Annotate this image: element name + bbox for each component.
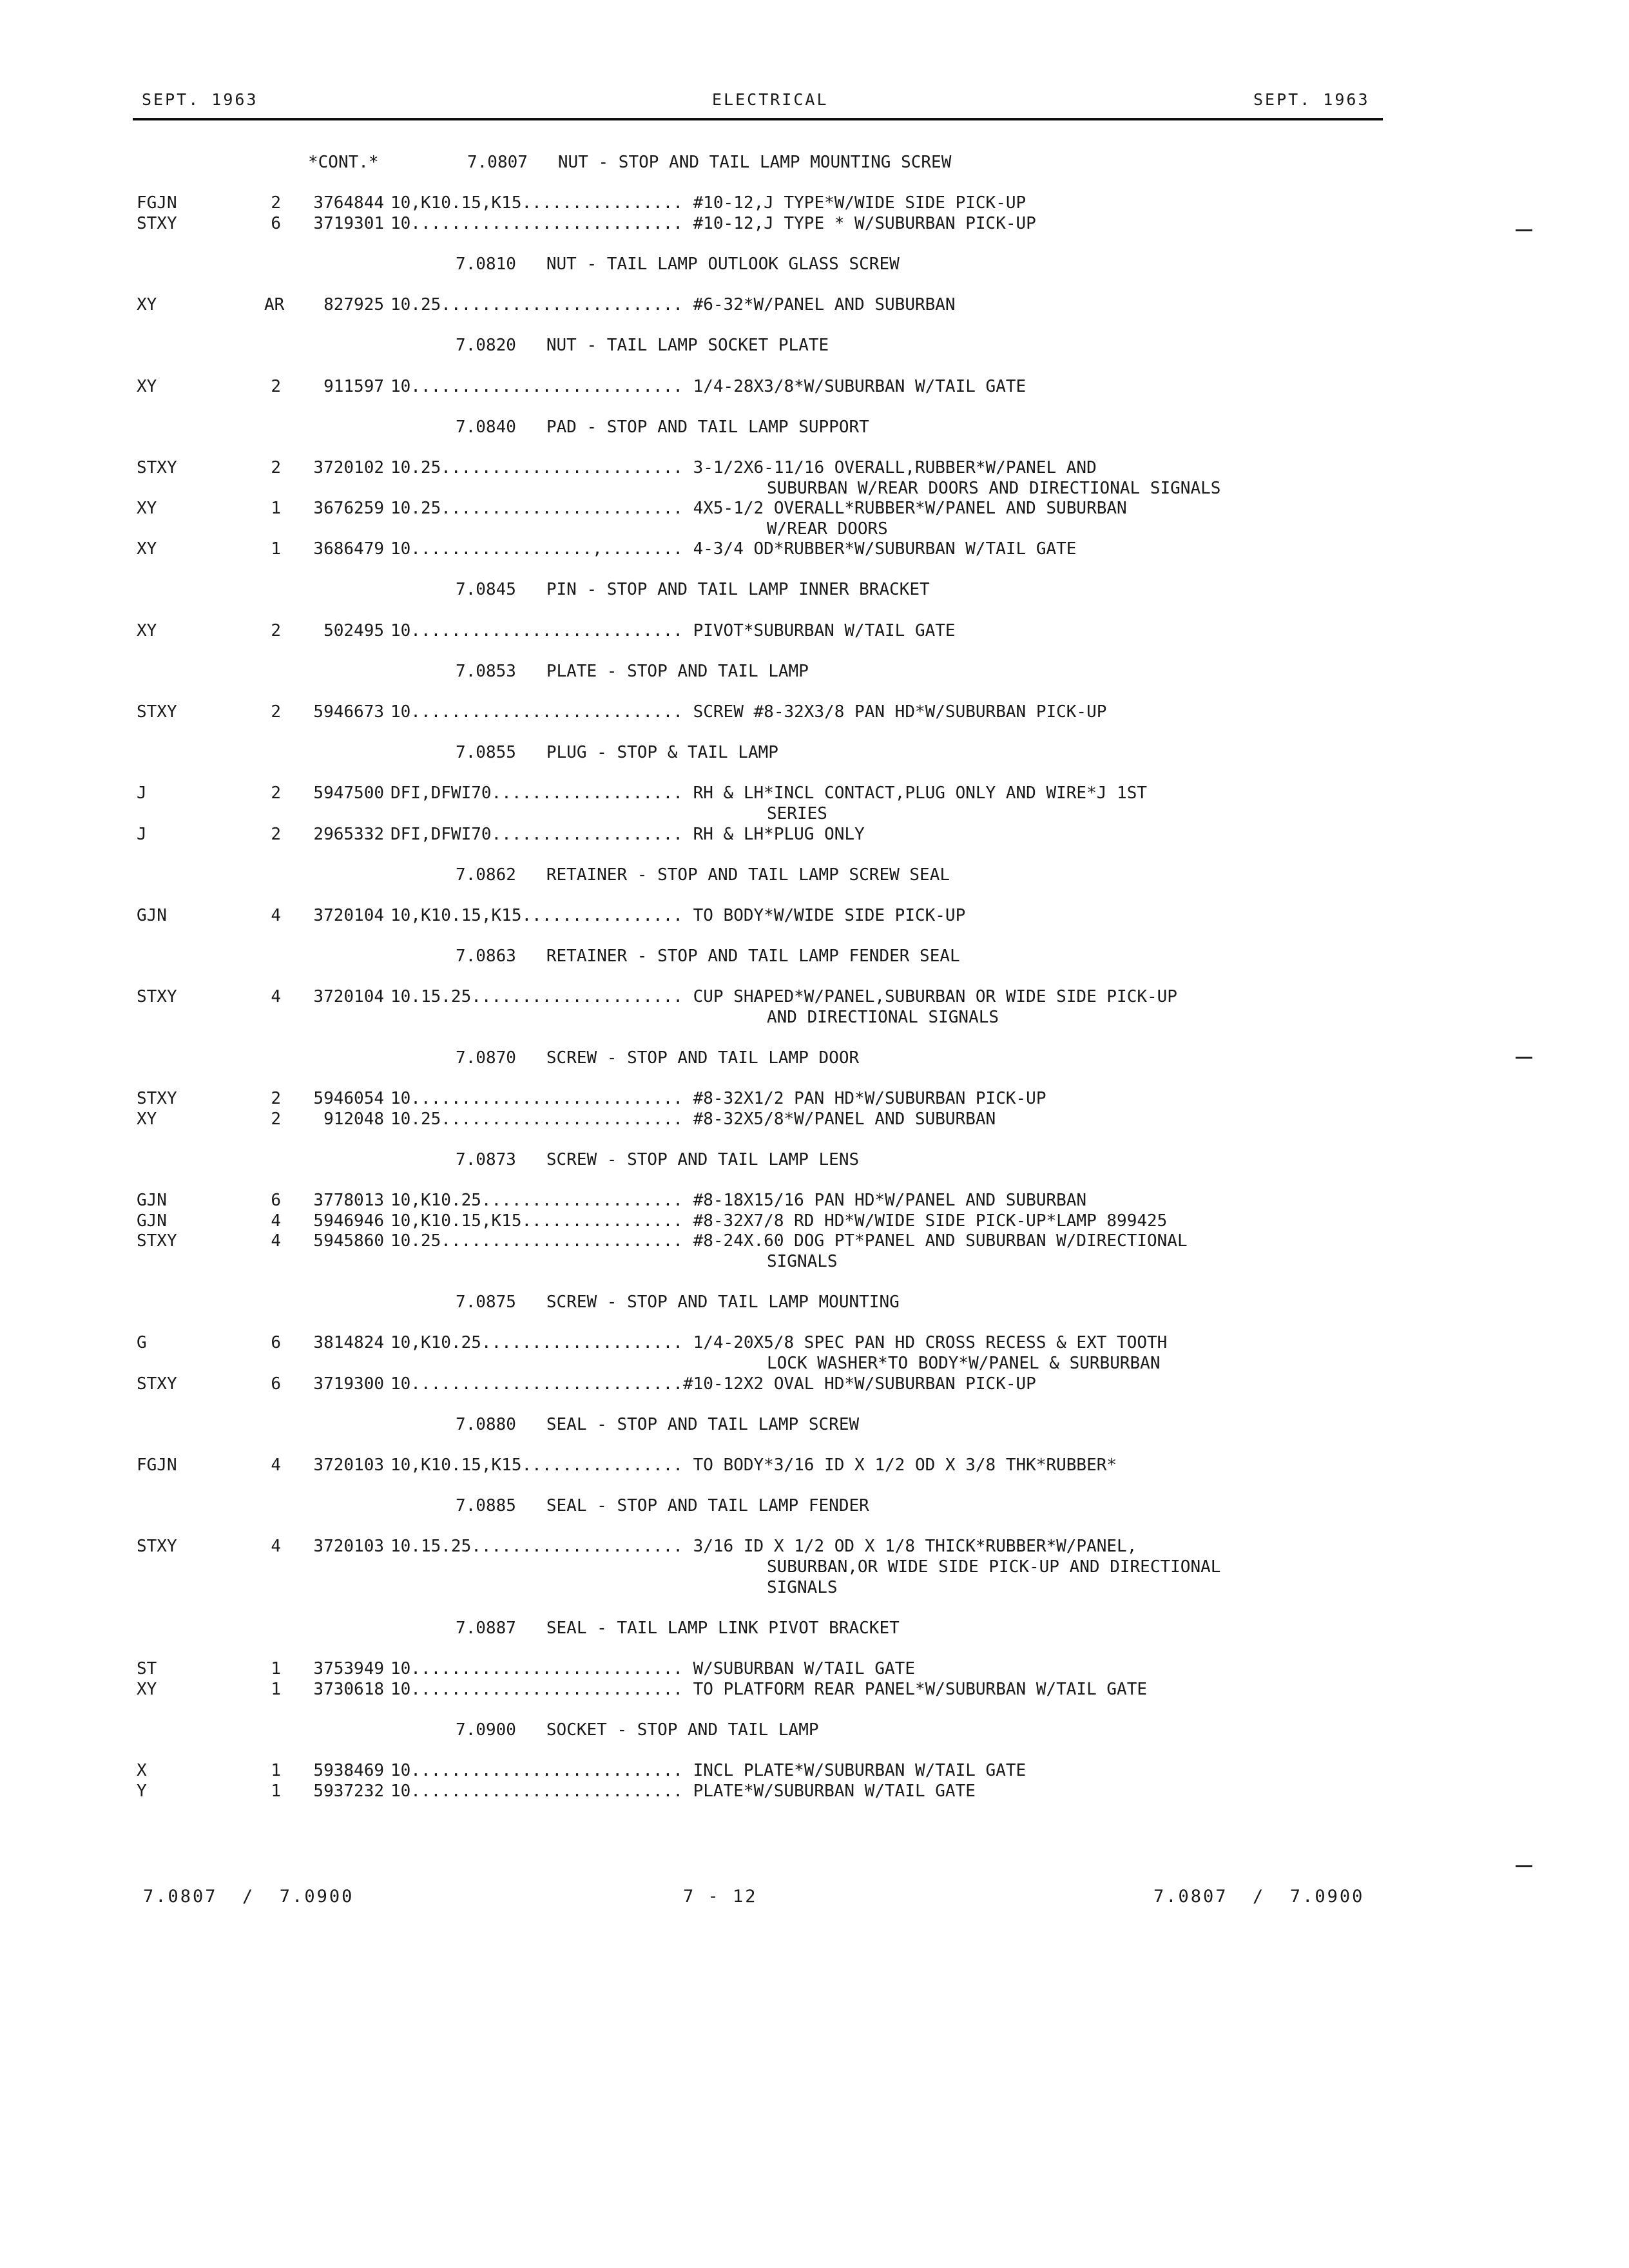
part-description: 10........................... INCL PLATE*W/SUBURBAN W/TAIL GATE	[390, 1760, 1027, 1780]
section-title: 7.0810 NUT - TAIL LAMP OUTLOOK GLASS SCREW	[456, 254, 900, 274]
description-continuation	[0, 1557, 1629, 1578]
description-continuation-text: SUBURBAN,OR WIDE SIDE PICK-UP AND DIRECTIONAL	[767, 1557, 1221, 1577]
description-continuation-text: SIGNALS	[767, 1577, 838, 1597]
quantity: 2	[271, 824, 281, 844]
description-continuation-text: AND DIRECTIONAL SIGNALS	[767, 1007, 999, 1027]
part-row	[0, 1110, 1629, 1130]
part-number: 827925	[323, 295, 384, 315]
part-description: 10,K10.15,K15................ #10-12,J TYPE*W/WIDE SIDE PICK-UP	[390, 193, 1027, 213]
part-row	[0, 1680, 1629, 1700]
section-heading	[0, 255, 1629, 275]
part-description: 10........................... TO PLATFORM REAR PANEL*W/SUBURBAN W/TAIL GATE	[390, 1679, 1147, 1699]
part-number: 3719300	[313, 1374, 384, 1394]
part-row	[0, 1374, 1629, 1395]
quantity: 1	[271, 1679, 281, 1699]
part-description: 10...........................#10-12X2 OVAL HD*W/SUBURBAN PICK-UP	[390, 1374, 1036, 1394]
part-description: 10.25........................ 3-1/2X6-11/16 OVERALL,RUBBER*W/PANEL AND	[390, 457, 1097, 477]
quantity: 2	[271, 457, 281, 477]
model-code: STXY	[137, 213, 177, 233]
header-section-title: ELECTRICAL	[712, 90, 829, 109]
part-row	[0, 377, 1629, 398]
section-heading	[0, 1619, 1629, 1639]
part-row	[0, 702, 1629, 723]
part-description: 10.25........................ #6-32*W/PANEL AND SUBURBAN	[390, 295, 956, 315]
part-row	[0, 1333, 1629, 1354]
part-description: 10,K10.25.................... 1/4-20X5/8 SPEC PAN HD CROSS RECESS & EXT TOOTH	[390, 1333, 1168, 1353]
quantity: 2	[271, 1109, 281, 1129]
part-number: 911597	[323, 376, 384, 396]
header-date-right: SEPT. 1963	[1253, 90, 1370, 109]
model-code: GJN	[137, 1191, 167, 1211]
description-continuation-text: SUBURBAN W/REAR DOORS AND DIRECTIONAL SIGNALS	[767, 478, 1221, 498]
model-code: FGJN	[137, 193, 177, 213]
model-code: ST	[137, 1658, 157, 1678]
part-row	[0, 1782, 1629, 1802]
section-heading	[0, 865, 1629, 886]
part-description: 10.15.25..................... CUP SHAPED*W/PANEL,SUBURBAN OR WIDE SIDE PICK-UP	[390, 987, 1177, 1007]
quantity: 6	[271, 1374, 281, 1394]
part-number: 5937232	[313, 1781, 384, 1801]
footer-range-right: 7.0807 / 7.0900	[1153, 1887, 1365, 1907]
part-number: 3764844	[313, 193, 384, 213]
section-title: 7.0853 PLATE - STOP AND TAIL LAMP	[456, 661, 809, 681]
part-row	[0, 1659, 1629, 1680]
quantity: 1	[271, 539, 281, 559]
part-row	[0, 621, 1629, 642]
part-description: 10........................... PLATE*W/SUBURBAN W/TAIL GATE	[390, 1781, 976, 1801]
part-description: 10.25........................ #8-32X5/8*W/PANEL AND SUBURBAN	[390, 1109, 996, 1129]
model-code: XY	[137, 376, 157, 396]
description-continuation-text: LOCK WASHER*TO BODY*W/PANEL & SURBURBAN	[767, 1354, 1161, 1374]
section-title: 7.0845 PIN - STOP AND TAIL LAMP INNER BRACKET	[456, 580, 930, 600]
part-description: 10........................... W/SUBURBAN W/TAIL GATE	[390, 1658, 915, 1678]
model-code: STXY	[137, 1374, 177, 1394]
section-title: 7.0887 SEAL - TAIL LAMP LINK PIVOT BRACKET	[456, 1618, 900, 1638]
section-title: 7.0862 RETAINER - STOP AND TAIL LAMP SCREW SEAL	[456, 865, 950, 885]
part-row	[0, 193, 1629, 214]
part-row	[0, 1231, 1629, 1252]
part-number: 2965332	[313, 824, 384, 844]
quantity: 2	[271, 1089, 281, 1109]
part-row	[0, 906, 1629, 927]
model-code: J	[137, 783, 147, 803]
quantity: 2	[271, 620, 281, 640]
model-code: FGJN	[137, 1456, 177, 1475]
part-number: 3720104	[313, 905, 384, 925]
model-code: XY	[137, 1109, 157, 1129]
part-description: 10.15.25..................... 3/16 ID X 1/2 OD X 1/8 THICK*RUBBER*W/PANEL,	[390, 1537, 1137, 1557]
part-row	[0, 499, 1629, 519]
quantity: 6	[271, 1191, 281, 1211]
part-row	[0, 214, 1629, 235]
model-code: STXY	[137, 1231, 177, 1251]
model-code: STXY	[137, 1537, 177, 1557]
part-row	[0, 987, 1629, 1008]
quantity: 4	[271, 905, 281, 925]
description-continuation	[0, 804, 1629, 825]
header-rule	[133, 118, 1383, 120]
section-heading	[0, 1150, 1629, 1171]
model-code: GJN	[137, 905, 167, 925]
part-number: 3730618	[313, 1679, 384, 1699]
section-heading	[0, 1720, 1629, 1741]
part-number: 3720103	[313, 1456, 384, 1475]
quantity: 6	[271, 1333, 281, 1353]
model-code: XY	[137, 539, 157, 559]
part-number: 3720103	[313, 1537, 384, 1557]
footer-range-left: 7.0807 / 7.0900	[143, 1887, 354, 1907]
section-heading	[0, 1415, 1629, 1436]
part-description: DFI,DFWI70................... RH & LH*PLUG ONLY	[390, 824, 865, 844]
part-row	[0, 783, 1629, 804]
continued-label: *CONT.*	[308, 153, 379, 172]
section-heading	[0, 662, 1629, 682]
section-title: 7.0885 SEAL - STOP AND TAIL LAMP FENDER	[456, 1496, 869, 1516]
part-number: 3676259	[313, 499, 384, 519]
description-continuation	[0, 1354, 1629, 1374]
section-title: 7.0873 SCREW - STOP AND TAIL LAMP LENS	[456, 1150, 860, 1170]
part-row	[0, 825, 1629, 845]
part-description: 10.25........................ 4X5-1/2 OVERALL*RUBBER*W/PANEL AND SUBURBAN	[390, 499, 1127, 519]
quantity: 4	[271, 987, 281, 1007]
margin-mark	[1516, 229, 1532, 231]
quantity: 2	[271, 783, 281, 803]
description-continuation-text: SERIES	[767, 804, 827, 823]
part-row	[0, 1089, 1629, 1110]
quantity: 1	[271, 499, 281, 519]
section-title: 7.0863 RETAINER - STOP AND TAIL LAMP FENDER SEAL	[456, 947, 960, 966]
part-description: 10,K10.25.................... #8-18X15/16 PAN HD*W/PANEL AND SUBURBAN	[390, 1191, 1087, 1211]
part-number: 5938469	[313, 1760, 384, 1780]
quantity: 2	[271, 193, 281, 213]
part-number: 5946673	[313, 702, 384, 722]
section-heading	[0, 1496, 1629, 1517]
section-title: 7.0820 NUT - TAIL LAMP SOCKET PLATE	[456, 336, 829, 356]
description-continuation-text: W/REAR DOORS	[767, 519, 888, 539]
part-description: 10,K10.15,K15................ TO BODY*W/WIDE SIDE PICK-UP	[390, 905, 966, 925]
quantity: 2	[271, 376, 281, 396]
part-number: 5947500	[313, 783, 384, 803]
part-number: 3719301	[313, 213, 384, 233]
section-heading	[0, 947, 1629, 967]
model-code: STXY	[137, 702, 177, 722]
model-code: STXY	[137, 987, 177, 1007]
model-code: GJN	[137, 1211, 167, 1231]
margin-mark	[1516, 1865, 1532, 1867]
quantity: 4	[271, 1211, 281, 1231]
part-number: 5946054	[313, 1089, 384, 1109]
quantity: 6	[271, 213, 281, 233]
quantity: 4	[271, 1231, 281, 1251]
section-heading	[0, 418, 1629, 438]
part-description: 10........................... #8-32X1/2 PAN HD*W/SUBURBAN PICK-UP	[390, 1089, 1046, 1109]
part-description: 10,K10.15,K15................ TO BODY*3/16 ID X 1/2 OD X 3/8 THK*RUBBER*	[390, 1456, 1117, 1475]
section-title: 7.0900 SOCKET - STOP AND TAIL LAMP	[456, 1720, 819, 1740]
part-number: 502495	[323, 620, 384, 640]
description-continuation	[0, 479, 1629, 499]
footer-page-number: 7 - 12	[683, 1887, 758, 1907]
part-row	[0, 1211, 1629, 1232]
part-description: 10........................... SCREW #8-32X3/8 PAN HD*W/SUBURBAN PICK-UP	[390, 702, 1107, 722]
quantity: 2	[271, 702, 281, 722]
section-title: 7.0855 PLUG - STOP & TAIL LAMP	[456, 743, 778, 763]
section-title: 7.0870 SCREW - STOP AND TAIL LAMP DOOR	[456, 1048, 860, 1068]
section-heading	[0, 743, 1629, 764]
description-continuation	[0, 1578, 1629, 1599]
part-row	[0, 1537, 1629, 1557]
description-continuation-text: SIGNALS	[767, 1252, 838, 1272]
part-number: 5945860	[313, 1231, 384, 1251]
part-number: 3720102	[313, 457, 384, 477]
quantity: 1	[271, 1658, 281, 1678]
model-code: X	[137, 1760, 147, 1780]
description-continuation	[0, 1008, 1629, 1028]
margin-mark	[1516, 1057, 1532, 1059]
section-title: 7.0880 SEAL - STOP AND TAIL LAMP SCREW	[456, 1414, 860, 1434]
quantity: AR	[264, 295, 285, 315]
parts-listing	[0, 153, 1629, 1822]
description-continuation	[0, 519, 1629, 540]
model-code: XY	[137, 620, 157, 640]
quantity: 1	[271, 1781, 281, 1801]
section-heading	[0, 336, 1629, 356]
part-number: 3778013	[313, 1191, 384, 1211]
model-code: Y	[137, 1781, 147, 1801]
model-code: XY	[137, 295, 157, 315]
part-number: 3686479	[313, 539, 384, 559]
model-code: STXY	[137, 1089, 177, 1109]
part-description: 10........................... PIVOT*SUBURBAN W/TAIL GATE	[390, 620, 956, 640]
quantity: 4	[271, 1456, 281, 1475]
header-date-left: SEPT. 1963	[142, 90, 258, 109]
part-number: 3753949	[313, 1658, 384, 1678]
description-continuation	[0, 1252, 1629, 1273]
part-row	[0, 539, 1629, 560]
section-heading	[0, 580, 1629, 601]
part-number: 5946946	[313, 1211, 384, 1231]
model-code: XY	[137, 499, 157, 519]
part-row	[0, 1191, 1629, 1211]
model-code: G	[137, 1333, 147, 1353]
part-row	[0, 295, 1629, 316]
section-title: 7.0875 SCREW - STOP AND TAIL LAMP MOUNTING	[456, 1293, 900, 1312]
model-code: J	[137, 824, 147, 844]
section-heading	[0, 153, 1629, 173]
part-number: 3720104	[313, 987, 384, 1007]
section-heading	[0, 1293, 1629, 1313]
model-code: XY	[137, 1679, 157, 1699]
part-description: 10.25........................ #8-24X.60 DOG PT*PANEL AND SUBURBAN W/DIRECTIONAL	[390, 1231, 1188, 1251]
part-description: 10,K10.15,K15................ #8-32X7/8 RD HD*W/WIDE SIDE PICK-UP*LAMP 899425	[390, 1211, 1168, 1231]
part-description: 10..................,........ 4-3/4 OD*RUBBER*W/SUBURBAN W/TAIL GATE	[390, 539, 1077, 559]
part-row	[0, 1456, 1629, 1476]
part-row	[0, 1761, 1629, 1782]
part-number: 912048	[323, 1109, 384, 1129]
model-code: STXY	[137, 457, 177, 477]
part-description: DFI,DFWI70................... RH & LH*INCL CONTACT,PLUG ONLY AND WIRE*J 1ST	[390, 783, 1147, 803]
part-row	[0, 458, 1629, 479]
quantity: 1	[271, 1760, 281, 1780]
part-description: 10........................... #10-12,J TYPE * W/SUBURBAN PICK-UP	[390, 213, 1036, 233]
section-title: 7.0840 PAD - STOP AND TAIL LAMP SUPPORT	[456, 417, 869, 437]
section-heading	[0, 1048, 1629, 1069]
section-title: 7.0807 NUT - STOP AND TAIL LAMP MOUNTING SCREW	[467, 153, 952, 172]
quantity: 4	[271, 1537, 281, 1557]
part-description: 10........................... 1/4-28X3/8*W/SUBURBAN W/TAIL GATE	[390, 376, 1027, 396]
part-number: 3814824	[313, 1333, 384, 1353]
